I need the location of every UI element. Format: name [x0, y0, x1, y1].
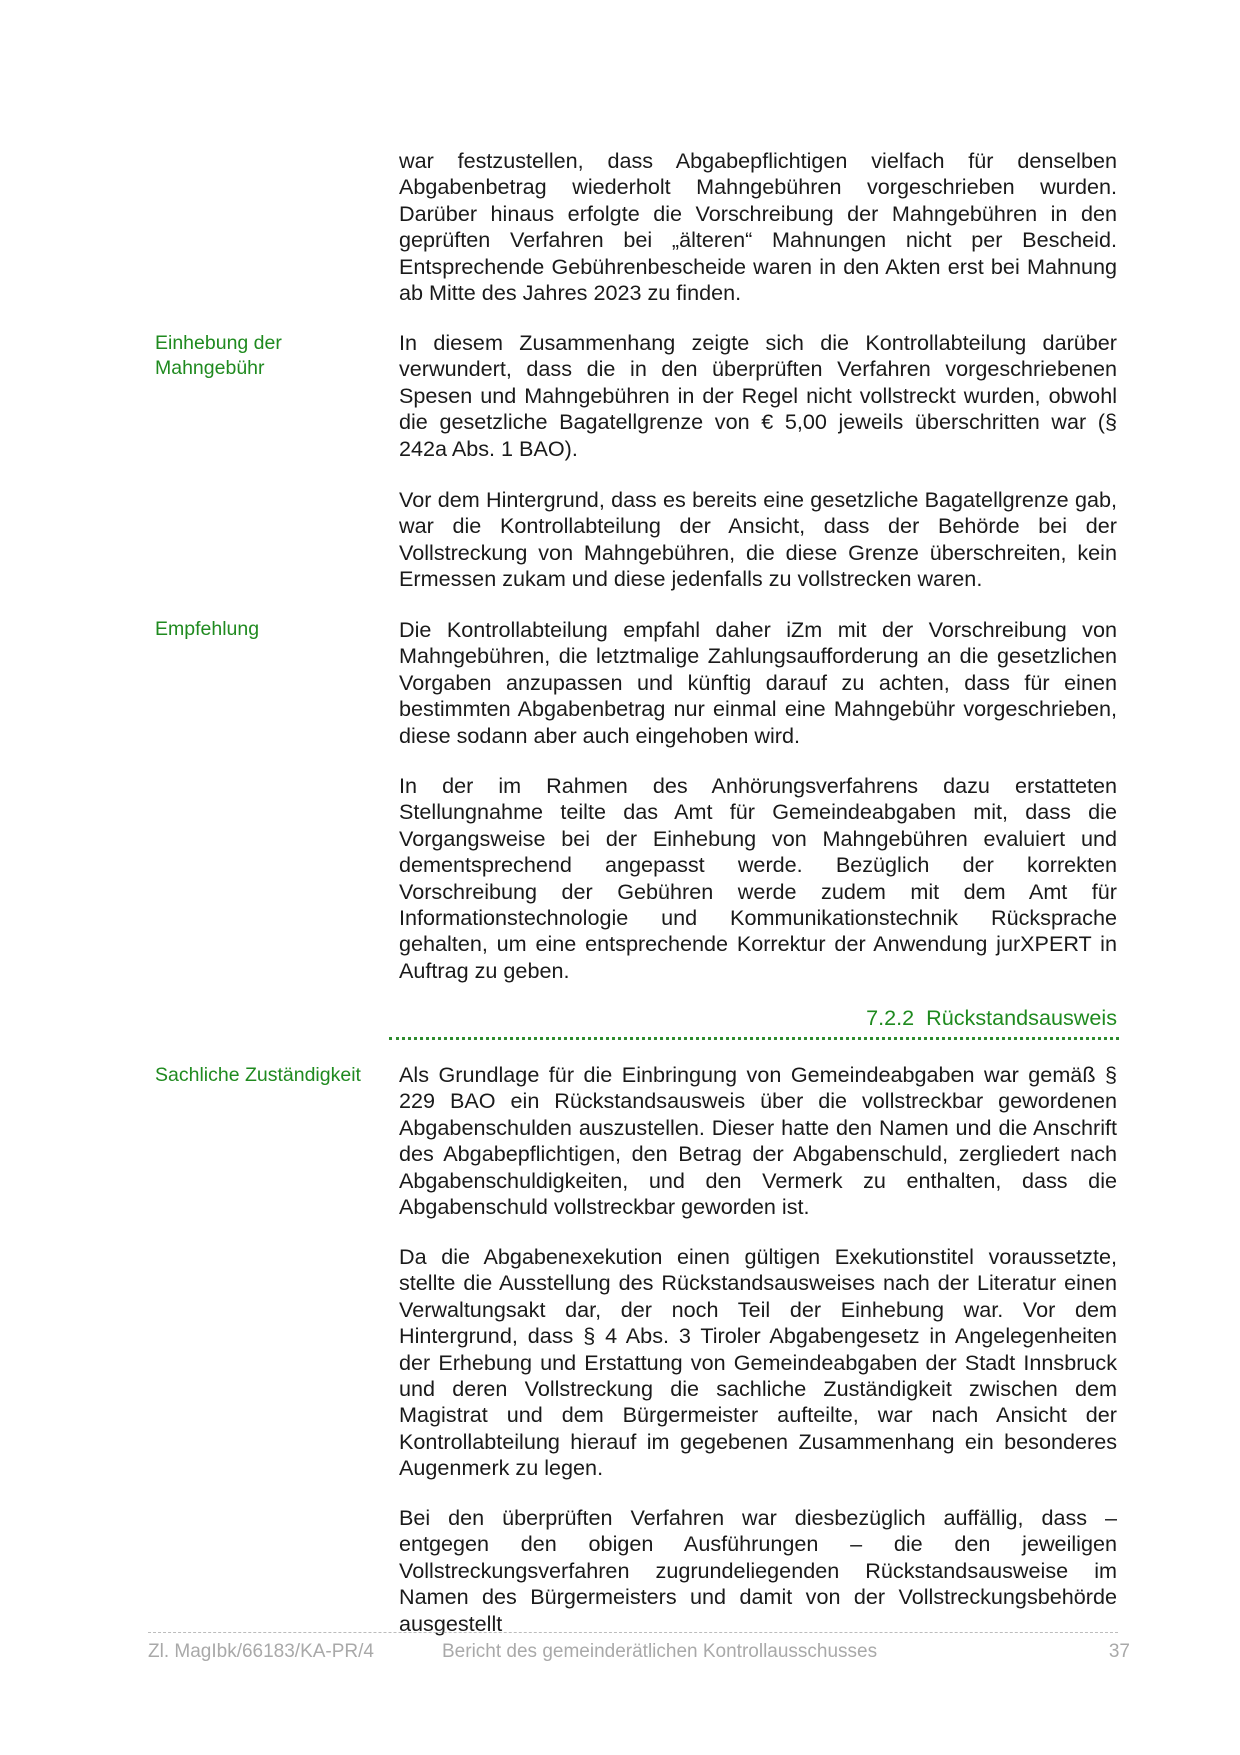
- margin-note-empfehlung: [155, 617, 385, 642]
- margin-note-line: Einhebung der: [155, 332, 282, 354]
- paragraph-text: Die Kontrollabteilung empfahl daher iZm mit der Vorschreibung von Mahngebühren, die letztmalige Zahlungsaufforderung an die gesetzlichen Vorgaben anzupassen und künftig darauf zu achten, dass für einen bestimmten Abgabenbetrag nur einmal eine Mahngebühr vorgeschrieben, diese sodann aber auch eingehoben wird.: [399, 617, 1117, 748]
- paragraph-text: Da die Abgabenexekution einen gültigen Exekutionstitel voraussetzte, stellte die Ausstellung des Rückstandsausweises nach der Literatur einen Verwaltungsakt dar, der noch Teil der Einhebung war. Vor dem Hintergrund, dass § 4 Abs. 3 Tiroler Abgabengesetz in Angelegenheiten der Erhebung und Erstattung von Gemeindeabgaben der Stadt Innsbruck und deren Vollstreckung die sachliche Zuständigkeit zwischen dem Magistrat und dem Bürgermeister aufteilte, war nach Ansicht der Kontrollabteilung hierauf im gegebenen Zusammenhang ein besonderes Augenmerk zu legen.: [399, 1244, 1117, 1481]
- section-heading: [399, 1005, 1117, 1031]
- margin-note-line: Mahngebühr: [155, 357, 265, 379]
- paragraph-bagatellgrenze: [399, 487, 1117, 593]
- paragraph-text: war festzustellen, dass Abgabepflichtigen vielfach für denselben Abgabenbetrag wiederholt Mahngebühren vorgeschrieben wurden. Darüber hinaus erfolgte die Vorschreibung der Mahngebühren in den geprüften Verfahren bei „älteren“ Mahnungen nicht per Bescheid. Entsprechende Gebührenbescheide waren in den Akten erst bei Mahnung ab Mitte des Jahres 2023 zu finden.: [399, 148, 1117, 306]
- paragraph-text: Als Grundlage für die Einbringung von Gemeindeabgaben war gemäß § 229 BAO ein Rückstandsausweis über die vollstreckbar gewordenen Abgabenschulden auszustellen. Dieser hatte den Namen und die Anschrift des Abgabepflichtigen, den Betrag der Abgabenschuld, zergliedert nach Abgabenschuldigkeiten, und den Vermerk zu enthalten, dass die Abgabenschuld vollstreckbar geworden ist.: [399, 1062, 1117, 1220]
- paragraph-stellungnahme: [399, 773, 1117, 984]
- paragraph-continuation: [399, 148, 1117, 306]
- section-number: 7.2.2: [866, 1005, 915, 1030]
- paragraph-rueckstandsausweis: [399, 1062, 1117, 1220]
- section-title: Rückstandsausweis: [926, 1005, 1117, 1030]
- footer-reference: Zl. MagIbk/66183/KA-PR/4: [148, 1641, 374, 1662]
- paragraph-exekutionstitel: [399, 1244, 1117, 1482]
- margin-note-einhebung: [155, 331, 385, 381]
- footer-page-number: 37: [1108, 1641, 1130, 1662]
- paragraph-text: Vor dem Hintergrund, dass es bereits eine gesetzliche Bagatellgrenze gab, war die Kontrollabteilung der Ansicht, dass der Behörde bei der Vollstreckung von Mahngebühren, die diese Grenze überschreiten, kein Ermessen zukam und diese jedenfalls zu vollstrecken waren.: [399, 487, 1117, 592]
- paragraph-verfahren: [399, 1505, 1117, 1637]
- paragraph-text: Bei den überprüften Verfahren war diesbezüglich auffällig, dass – entgegen den obigen Ausführungen – die den jeweiligen Vollstreckungsverfahren zugrundeliegenden Rückstandsausweise im Namen des Bürgermeisters und damit von der Vollstreckungsbehörde ausgestellt: [399, 1505, 1117, 1636]
- paragraph-einhebung: [399, 330, 1117, 462]
- paragraph-empfehlung: [399, 617, 1117, 749]
- margin-note-sachliche-zustaendigkeit: [155, 1063, 395, 1088]
- paragraph-text: In diesem Zusammenhang zeigte sich die Kontrollabteilung darüber verwundert, dass die in den überprüften Verfahren vorgeschriebenen Spesen und Mahngebühren in der Regel nicht vollstreckt wurden, obwohl die gesetzliche Bagatellgrenze von € 5,00 jeweils überschritten war (§ 242a Abs. 1 BAO).: [399, 330, 1117, 461]
- margin-note-line: Sachliche Zuständigkeit: [155, 1064, 361, 1086]
- section-divider: [389, 1037, 1119, 1040]
- footer-report-title: Bericht des gemeinderätlichen Kontrollausschusses: [442, 1641, 878, 1662]
- paragraph-text: In der im Rahmen des Anhörungsverfahrens dazu erstatteten Stellungnahme teilte das Amt für Gemeindeabgaben mit, dass die Vorgangsweise bei der Einhebung von Mahngebühren evaluiert und dementsprechend angepasst werde. Bezüglich der korrekten Vorschreibung der Gebühren werde zudem mit dem Amt für Informationstechnologie und Kommunikationstechnik Rücksprache gehalten, um eine entsprechende Korrektur der Anwendung jurXPERT in Auftrag zu geben.: [399, 773, 1117, 983]
- margin-note-line: Empfehlung: [155, 618, 260, 640]
- footer-divider: [148, 1632, 1118, 1633]
